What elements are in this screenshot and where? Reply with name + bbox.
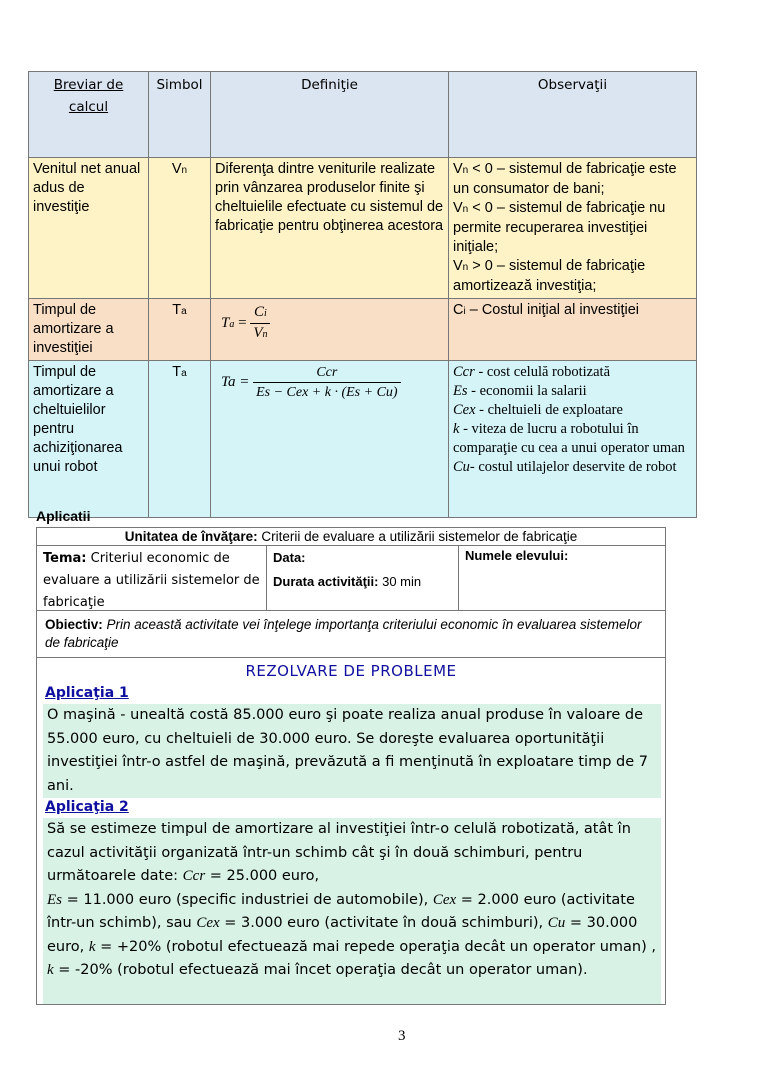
problems-section (36, 657, 666, 1005)
header-simbol: Simbol (149, 72, 211, 158)
aplicatia-1-text: O maşină - unealtă costă 85.000 euro şi poate realiza anual produse în valoare de 55.000 euro, cu cheltuieli de 30.000 euro. Se doreşte evaluarea oportunităţii investiţiei într-o astfel de maşină, prevăzută a fi menţinută în exploatare timp de 7 ani. (43, 704, 661, 798)
row-formula: Ta = $\frac{\text{Ccr}}{\text{Es − Cex + k · (Es + Cu)}}$ (211, 361, 449, 518)
objective-row: Obiectiv: Prin această activitate vei înţelege importanţa criteriului economic în evaluarea sistemelor de fabricaţie (36, 610, 666, 658)
row-symbol: Vn (149, 158, 211, 299)
student-name-cell: Numele elevului: (465, 548, 569, 563)
row-name: Timpul de amortizare a cheltuielilor pentru achiziţionarea unui robot (29, 361, 149, 518)
row-formula: Ta = $\frac{Ci}{Vn}$ (211, 299, 449, 361)
row-name: Timpul de amortizare a investiţiei (29, 299, 149, 361)
aplicatia-2-label: Aplicaţia 2 (45, 799, 129, 815)
formula-table (28, 71, 697, 518)
rezolvare-title: REZOLVARE DE PROBLEME (245, 662, 457, 680)
data-cell: Data: Durata activităţii: 30 min (267, 546, 459, 610)
header-observatii: Observaţii (449, 72, 697, 158)
table-row-venit (29, 158, 697, 299)
table-row-amortizare-investitie (29, 299, 697, 361)
row-observations: Ccr - cost celulă robotizată Es - economii la salarii Cex - cheltuieli de exploatare k - viteza de lucru a robotului în comparaţie cu cea a unui operator uman Cu- costul utilajelor deservite de robot (449, 361, 697, 518)
page-number: 3 (398, 1028, 406, 1044)
table-header-row (29, 72, 697, 158)
fraction-ci-vn: $\frac{Ci}{Vn}$ (250, 303, 270, 344)
row-definition: Diferenţa dintre veniturile realizate prin vânzarea produselor finite şi cheltuielile efectuate cu sistemul de fabricaţie pentru obţinerea acestora (211, 158, 449, 299)
fraction-robot: $\frac{\text{Ccr}}{\text{Es − Cex + k · (Es + Cu)}}$ (253, 363, 400, 402)
info-row (36, 545, 666, 611)
header-definitie: Definiţie (211, 72, 449, 158)
unit-row: Unitatea de învăţare: Criterii de evaluare a utilizării sistemelor de fabricaţie (36, 527, 666, 546)
row-name: Venitul net anual adus de investiţie (29, 158, 149, 299)
row-observations: Ci – Costul iniţial al investiţiei (449, 299, 697, 361)
row-symbol: Ta (149, 361, 211, 518)
row-symbol: Ta (149, 299, 211, 361)
aplicatia-1-label: Aplicaţia 1 (45, 685, 129, 701)
table-row-amortizare-robot (29, 361, 697, 518)
aplicatia-2-text: Să se estimeze timpul de amortizare al investiţiei într-o celulă robotizată, atât în cazul activităţii organizată într-un schimb cât şi în două schimburi, pentru următoarele date: Ccr = 25.000 euro, Es = 11.000 euro (specific industriei de automobile), Cex = 2.000 euro (activitate într-un schimb), sau Cex = 3.000 euro (activitate în două schimburi), Cu = 30.000 euro, k = +20% (robotul efectuează mai repede operaţia decât un operator uman) , k = -20% (robotul efectuează mai încet operaţia decât un operator uman). (43, 818, 661, 1004)
tema-cell: Tema: Criteriul economic de evaluare a utilizării sistemelor de fabricaţie (37, 546, 267, 610)
row-observations: Vn < 0 – sistemul de fabricaţie este un consumator de bani; Vn < 0 – sistemul de fabricaţie nu permite recuperarea investiţiei iniţiale; Vn > 0 – sistemul de fabricaţie amortizează investiţia; (449, 158, 697, 299)
section-title-aplicatii: Aplicatii (36, 508, 91, 524)
header-breviar: Breviar de calcul (29, 72, 149, 158)
